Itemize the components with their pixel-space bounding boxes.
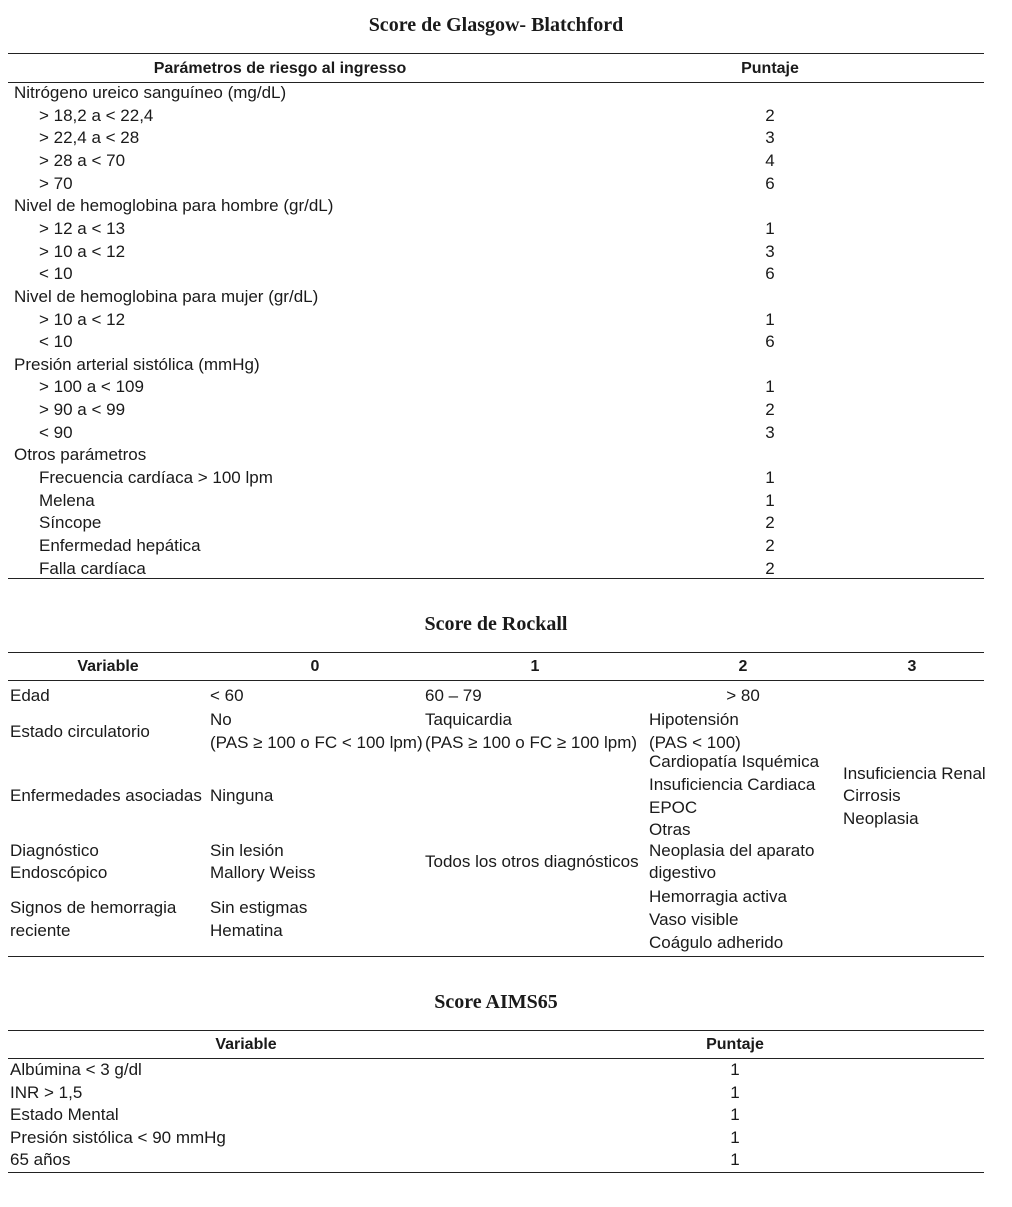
rockall-diag-c0-line2: Mallory Weiss (210, 863, 316, 882)
rockall-signos-c0-line2: Hematina (210, 921, 283, 940)
glasgow-title: Score de Glasgow- Blatchford (368, 14, 624, 36)
glasgow-row-score: 6 (765, 332, 775, 352)
aims-top-rule (8, 1030, 984, 1031)
glasgow-row-score: 1 (765, 468, 775, 488)
aims-col-score: Puntaje (706, 1036, 764, 1053)
glasgow-row-label: Frecuencia cardíaca > 100 lpm (39, 468, 273, 488)
glasgow-row-score: 4 (765, 150, 775, 170)
rockall-enf-c2-item: Otras (649, 820, 691, 839)
glasgow-row-label: < 90 (39, 422, 73, 442)
rockall-diag-c1: Todos los otros diagnósticos (425, 852, 639, 871)
rockall-col-0: 0 (310, 658, 320, 675)
rockall-edad-c1: 60 – 79 (425, 686, 482, 705)
glasgow-row-label: Síncope (39, 513, 102, 533)
glasgow-row-score: 1 (765, 377, 775, 397)
rockall-col-variable: Variable (77, 658, 139, 675)
rockall-signos-c2-item: Coágulo adherido (649, 933, 784, 952)
aims-row-label: 65 años (10, 1150, 71, 1170)
rockall-enf-c2-item: Cardiopatía Isquémica (649, 752, 820, 771)
rockall-signos-c0-line1: Sin estigmas (210, 898, 308, 917)
rockall-circ-c2-line2: (PAS < 100) (649, 733, 741, 752)
rockall-signos-label-line1: Signos de hemorragia (10, 898, 177, 917)
rockall-circ-c2-line1: Hipotensión (649, 710, 739, 729)
rockall-enf-c0: Ninguna (210, 786, 274, 805)
rockall-signos-label-line2: reciente (10, 921, 71, 940)
rockall-circ-label: Estado circulatorio (10, 722, 150, 741)
rockall-enf-label: Enfermedades asociadas (10, 786, 202, 805)
glasgow-row-score: 6 (765, 264, 775, 284)
rockall-edad-label: Edad (10, 686, 50, 705)
rockall-signos-c2-item: Hemorragia activa (649, 887, 787, 906)
rockall-circ-c1-line2: (PAS ≥ 100 o FC ≥ 100 lpm) (425, 733, 638, 752)
glasgow-row-score: 2 (765, 558, 775, 578)
rockall-signos-c2-item: Vaso visible (649, 910, 739, 929)
rockall-col-3: 3 (907, 658, 917, 675)
aims-row-label: INR > 1,5 (10, 1082, 83, 1102)
rockall-circ-c0-line1: No (210, 710, 232, 729)
rockall-enf-c2-item: Insuficiencia Cardiaca (649, 775, 816, 794)
rockall-circ-c0-line2: (PAS ≥ 100 o FC < 100 lpm) (210, 733, 423, 752)
glasgow-col-score: Puntaje (741, 60, 799, 77)
glasgow-row-label: Melena (39, 490, 95, 510)
glasgow-row-score: 1 (765, 309, 775, 329)
glasgow-top-rule (8, 53, 984, 54)
rockall-diag-label-line1: Diagnóstico (10, 841, 99, 860)
glasgow-row-score: 1 (765, 490, 775, 510)
glasgow-row-label: > 22,4 a < 28 (39, 128, 140, 148)
glasgow-row-label: > 100 a < 109 (39, 377, 144, 397)
aims-row-label: Presión sistólica < 90 mmHg (10, 1127, 226, 1147)
rockall-col-2: 2 (738, 658, 748, 675)
rockall-col-1: 1 (530, 658, 540, 675)
rockall-diag-c2-line2: digestivo (649, 863, 717, 882)
rockall-circ-c1-line1: Taquicardia (425, 710, 512, 729)
glasgow-row-label: > 28 a < 70 (39, 150, 126, 170)
glasgow-row-label: > 70 (39, 173, 73, 193)
glasgow-group-label: Nitrógeno ureico sanguíneo (mg/dL) (14, 83, 287, 102)
glasgow-group-label: Nivel de hemoglobina para hombre (gr/dL) (14, 196, 334, 216)
glasgow-row-label: > 18,2 a < 22,4 (39, 105, 154, 125)
glasgow-row-label: > 10 a < 12 (39, 241, 126, 261)
aims-row-score: 1 (730, 1127, 740, 1147)
rockall-edad-c0: < 60 (210, 686, 244, 705)
glasgow-row-label: < 10 (39, 332, 73, 352)
glasgow-group-label: Otros parámetros (14, 445, 147, 465)
rockall-title: Score de Rockall (424, 613, 568, 635)
rockall-diag-label-line2: Endoscópico (10, 863, 108, 882)
glasgow-row-score: 2 (765, 513, 775, 533)
rockall-header-rule (8, 680, 984, 681)
glasgow-row-label: > 10 a < 12 (39, 309, 126, 329)
glasgow-row-label: < 10 (39, 264, 73, 284)
rockall-edad-c2: > 80 (726, 686, 760, 705)
rockall-enf-c3-item: Insuficiencia Renal (843, 764, 986, 783)
aims-row-score: 1 (730, 1082, 740, 1102)
rockall-enf-c3-item: Cirrosis (843, 786, 901, 805)
glasgow-row-label: Falla cardíaca (39, 558, 146, 578)
glasgow-group-label: Presión arterial sistólica (mmHg) (14, 354, 260, 374)
glasgow-row-score: 2 (765, 400, 775, 420)
rockall-top-rule (8, 652, 984, 653)
glasgow-row-score: 3 (765, 241, 775, 261)
glasgow-row-score: 3 (765, 422, 775, 442)
glasgow-bottom-rule (8, 578, 984, 579)
glasgow-row-score: 3 (765, 128, 775, 148)
aims-row-score: 1 (730, 1150, 740, 1170)
rockall-enf-c3-item: Neoplasia (843, 809, 919, 828)
aims-row-score: 1 (730, 1060, 740, 1079)
aims-bottom-rule (8, 1172, 984, 1173)
glasgow-row-label: > 12 a < 13 (39, 218, 126, 238)
glasgow-row-score: 1 (765, 218, 775, 238)
glasgow-row-score: 6 (765, 173, 775, 193)
rockall-diag-c0-line1: Sin lesión (210, 841, 284, 860)
glasgow-row-score: 2 (765, 536, 775, 555)
aims-title: Score AIMS65 (434, 991, 558, 1013)
glasgow-group-label: Nivel de hemoglobina para mujer (gr/dL) (14, 286, 319, 306)
aims-header-rule (8, 1058, 984, 1059)
glasgow-row-label: Enfermedad hepática (39, 536, 201, 555)
glasgow-col-param: Parámetros de riesgo al ingresso (153, 60, 407, 77)
aims-row-label: Albúmina < 3 g/dl (10, 1060, 142, 1079)
aims-col-variable: Variable (215, 1036, 277, 1053)
rockall-bottom-rule (8, 956, 984, 957)
rockall-enf-c2-item: EPOC (649, 798, 698, 817)
rockall-diag-c2-line1: Neoplasia del aparato (649, 841, 815, 860)
aims-row-label: Estado Mental (10, 1105, 119, 1125)
glasgow-row-score: 2 (765, 105, 775, 125)
glasgow-row-label: > 90 a < 99 (39, 400, 126, 420)
aims-row-score: 1 (730, 1105, 740, 1125)
